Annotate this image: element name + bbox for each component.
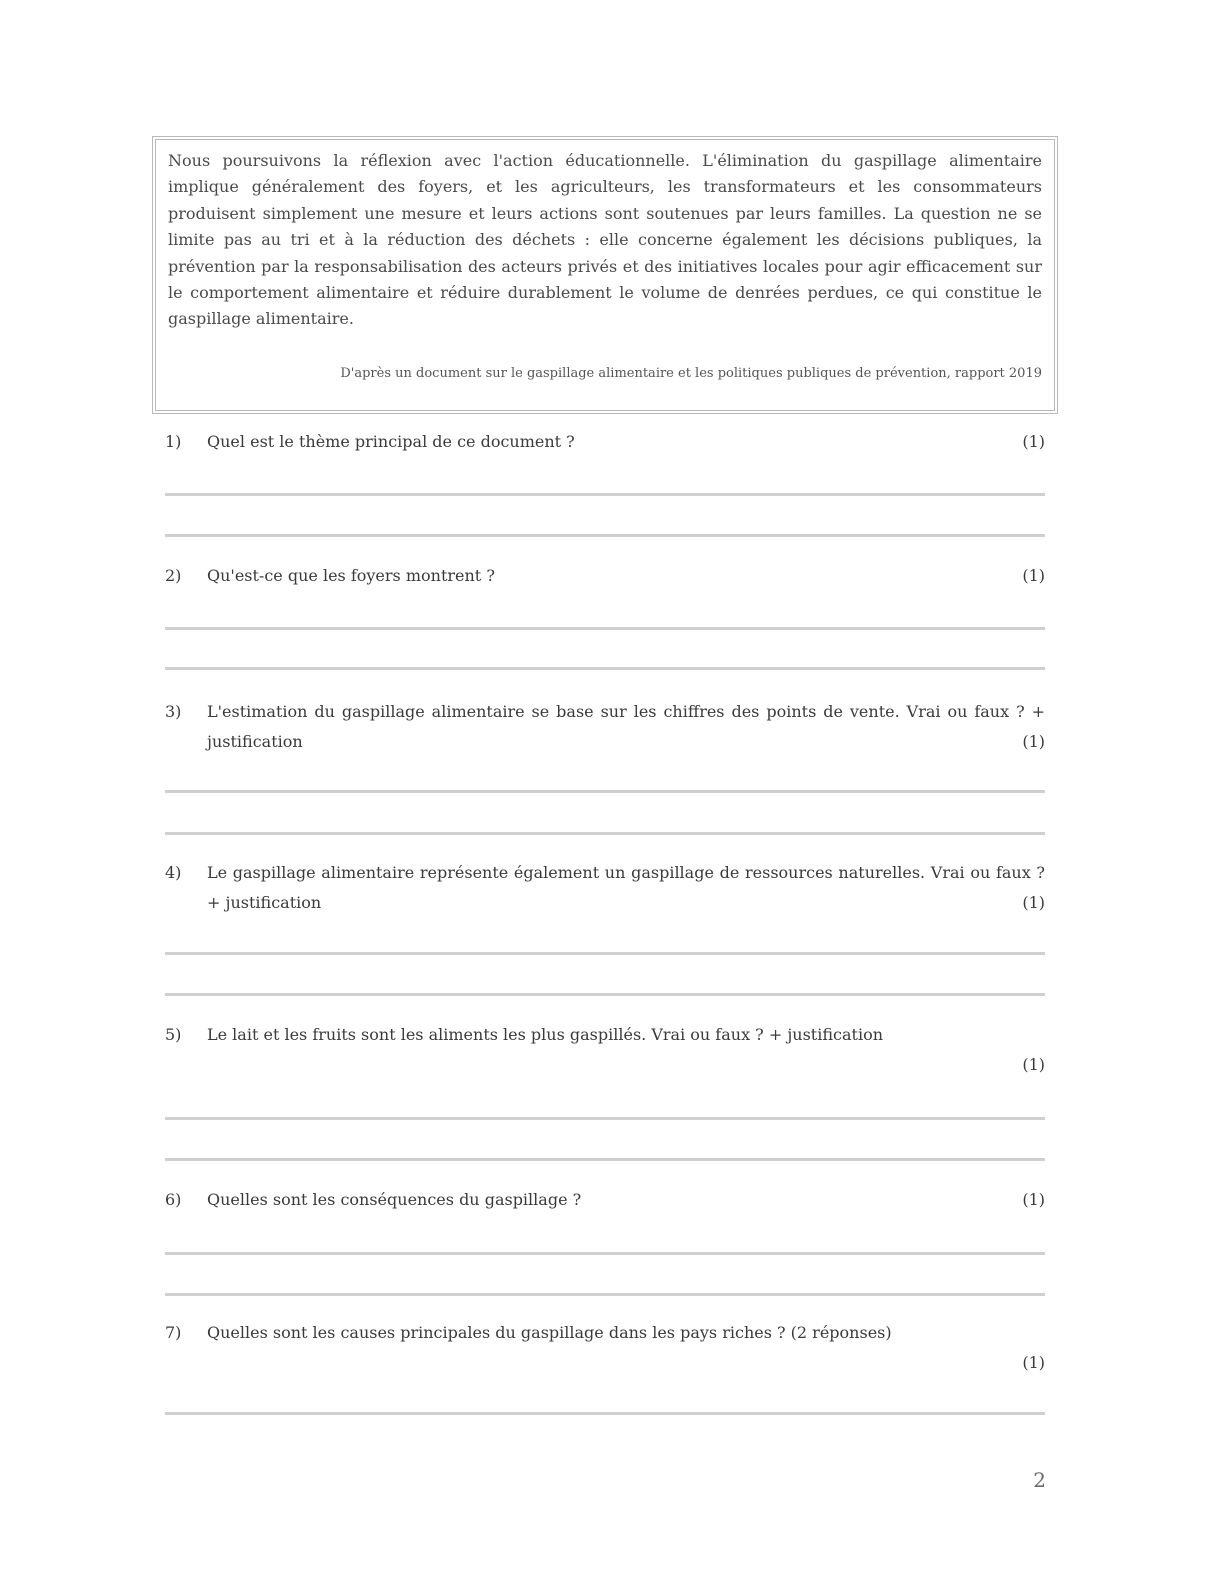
question-5 [165, 1020, 1045, 1074]
question-4 [165, 858, 1045, 918]
question-number: 5) [165, 1025, 182, 1044]
question-7 [165, 1318, 1045, 1372]
question-1 [165, 427, 1045, 457]
question-number: 2) [165, 566, 182, 585]
question-3 [165, 697, 1045, 757]
question-number: 6) [165, 1190, 182, 1209]
question-number: 3) [165, 702, 182, 721]
question-points: (1) [1022, 1190, 1045, 1209]
question-text: Le lait et les fruits sont les aliments les plus gaspillés. Vrai ou faux ? + justification [207, 1025, 884, 1044]
question-points: (1) [1022, 432, 1045, 451]
question-number: 7) [165, 1323, 182, 1342]
question-points: (1) [1022, 566, 1045, 585]
question-text: L'estimation du gaspillage alimentaire se base sur les chiffres des points de vente. Vrai ou faux ? + justification [207, 702, 1045, 751]
question-6 [165, 1185, 1045, 1215]
passage-source: D'après un document sur le gaspillage alimentaire et les politiques publiques de prévention, rapport 2019 [340, 366, 1042, 381]
question-2 [165, 561, 1045, 591]
answer-line[interactable] [165, 1412, 1045, 1415]
question-text: Quelles sont les causes principales du gaspillage dans les pays riches ? (2 réponses) [207, 1323, 892, 1342]
answer-line[interactable] [165, 1252, 1045, 1255]
question-text: Quel est le thème principal de ce document ? [207, 432, 575, 451]
question-text: Qu'est-ce que les foyers montrent ? [207, 566, 495, 585]
question-points: (1) [1022, 1353, 1045, 1372]
question-text: Le gaspillage alimentaire représente également un gaspillage de ressources naturelles. Vrai ou faux ? + justification [207, 863, 1045, 912]
question-points: (1) [1022, 732, 1045, 751]
reading-passage-box [152, 136, 1058, 414]
question-number: 4) [165, 863, 182, 882]
passage-text: Nous poursuivons la réflexion avec l'action éducationnelle. L'élimination du gaspillage alimentaire implique généralement des foyers, et les agriculteurs, les transformateurs et les consommateurs produisent simplement une mesure et leurs actions sont soutenues par leurs familles. La question ne se limite pas au tri et à la réduction des déchets : elle concerne également les décisions publiques, la prévention par la responsabilisation des acteurs privés et des initiatives locales pour agir efficacement sur le comportement alimentaire et réduire durablement le volume de denrées perdues, ce qui constitue le gaspillage alimentaire. [168, 151, 1042, 329]
question-points: (1) [1022, 893, 1045, 912]
answer-line[interactable] [165, 1293, 1045, 1296]
page-number: 2 [1033, 1468, 1046, 1492]
answer-line[interactable] [165, 993, 1045, 996]
answer-line[interactable] [165, 667, 1045, 670]
answer-line[interactable] [165, 952, 1045, 955]
answer-line[interactable] [165, 534, 1045, 537]
question-text: Quelles sont les conséquences du gaspillage ? [207, 1190, 582, 1209]
answer-line[interactable] [165, 1117, 1045, 1120]
answer-line[interactable] [165, 493, 1045, 496]
answer-line[interactable] [165, 627, 1045, 630]
question-number: 1) [165, 432, 182, 451]
answer-line[interactable] [165, 790, 1045, 793]
question-points: (1) [1022, 1055, 1045, 1074]
answer-line[interactable] [165, 1158, 1045, 1161]
answer-line[interactable] [165, 832, 1045, 835]
